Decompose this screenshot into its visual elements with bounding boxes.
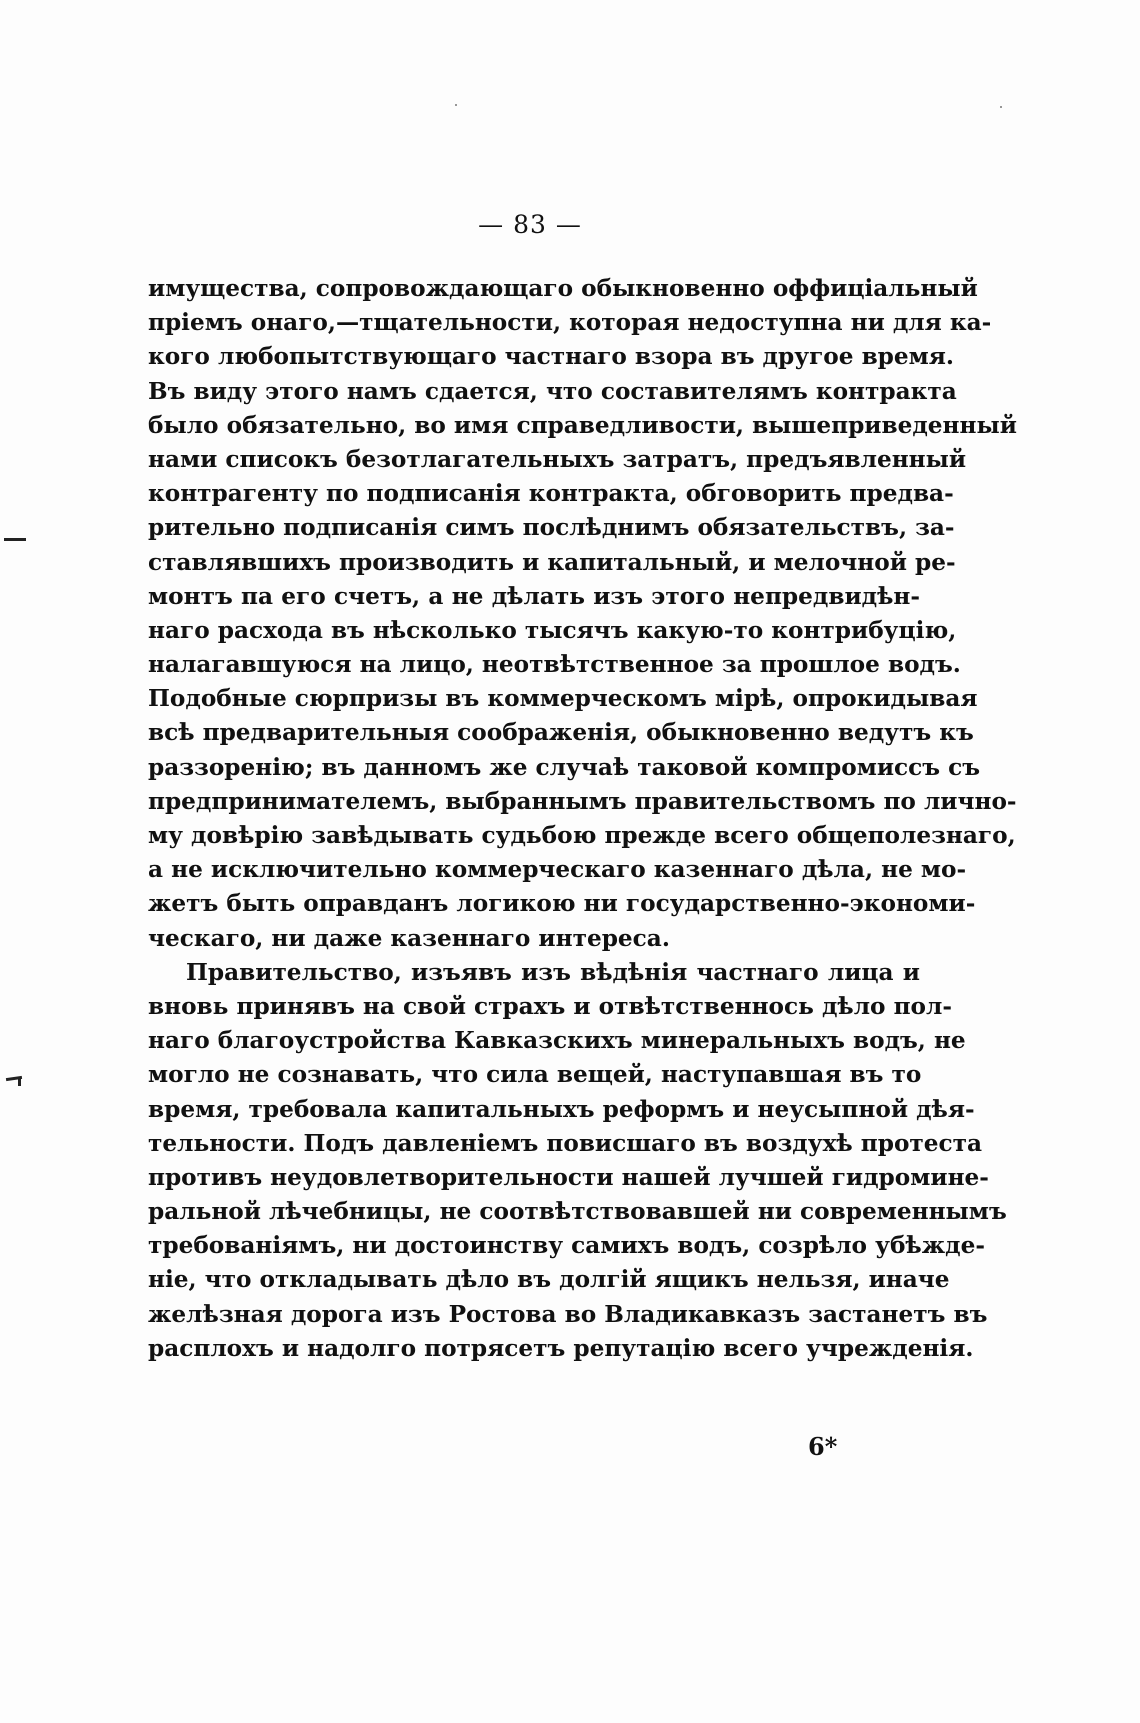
- text-line: му довѣрію завѣдывать судьбою прежде всего общеполезнаго,: [148, 822, 1016, 849]
- text-line: наго расхода въ нѣсколько тысячъ какую-то контрибуцію,: [148, 616, 957, 644]
- text-line: Правительство, изъявъ изъ вѣдѣнія частнаго лица и: [186, 958, 920, 986]
- margin-dash-mark: [4, 538, 26, 541]
- body-text: [148, 272, 1017, 1366]
- text-line: было обязательно, во имя справедливости, вышеприведенный: [148, 411, 1017, 439]
- text-line: расплохъ и надолго потрясетъ репутацію всего учрежденія.: [148, 1334, 974, 1362]
- text-line: время, требовала капитальныхъ реформъ и неусыпной дѣя-: [148, 1095, 975, 1123]
- text-line: требованіямъ, ни достоинству самихъ водъ, созрѣло убѣжде-: [148, 1232, 985, 1260]
- text-line: Подобные сюрпризы въ коммерческомъ мірѣ, опрокидывая: [148, 685, 978, 713]
- text-line: жетъ быть оправданъ логикою ни государственно-экономи-: [148, 890, 976, 918]
- text-line: а не исключительно коммерческаго казеннаго дѣла, не мо-: [148, 856, 967, 884]
- text-line: монтъ па его счетъ, а не дѣлать изъ этого непредвидѣн-: [148, 582, 920, 610]
- text-line: вновь принявъ на свой страхъ и отвѣтственнось дѣло пол-: [148, 992, 952, 1020]
- text-line: противъ неудовлетворительности нашей лучшей гидромине-: [148, 1163, 989, 1191]
- text-line: всѣ предварительныя соображенія, обыкновенно ведутъ къ: [148, 719, 974, 747]
- text-line: ральной лѣчебницы, не соотвѣтствовавшей ни современнымъ: [148, 1198, 1007, 1226]
- text-line: ческаго, ни даже казеннаго интереса.: [148, 924, 670, 952]
- text-line: ставлявшихъ производить и капитальный, и мелочной ре-: [148, 548, 956, 576]
- paragraph-2: [148, 956, 1007, 1366]
- text-line: пріемъ онаго,—тщательности, которая недоступна ни для ка-: [148, 309, 992, 337]
- scan-speck: [455, 104, 457, 106]
- text-line: кого любопытствующаго частнаго взора въ другое время.: [148, 343, 954, 371]
- text-line: имущества, сопровождающаго обыкновенно оффиціальный: [148, 275, 978, 302]
- text-line: налагавшуюся на лицо, неотвѣтственное за прошлое водъ.: [148, 651, 961, 679]
- text-line: предпринимателемъ, выбраннымъ правительствомъ по лично-: [148, 787, 1017, 815]
- text-line: нами списокъ безотлагательныхъ затратъ, предъявленный: [148, 445, 967, 473]
- scan-speck: [1000, 106, 1002, 108]
- margin-arrow-mark-tick: [18, 1078, 21, 1086]
- text-line: наго благоустройства Кавказскихъ минеральныхъ водъ, не: [148, 1027, 966, 1055]
- text-line: ніе, что откладывать дѣло въ долгій ящикъ нельзя, иначе: [148, 1266, 950, 1294]
- text-line: раззоренію; въ данномъ же случаѣ таковой компромиссъ съ: [148, 753, 981, 781]
- text-line: контрагенту по подписанія контракта, обговорить предва-: [148, 480, 954, 508]
- text-line: тельности. Подъ давленіемъ повисшаго въ воздухѣ протеста: [148, 1129, 983, 1157]
- page-number: — 83 —: [478, 210, 582, 239]
- signature-mark: 6*: [808, 1432, 838, 1461]
- text-line: рительно подписанія симъ послѣднимъ обязательствъ, за-: [148, 514, 955, 542]
- text-line: могло не сознавать, что сила вещей, наступавшая въ то: [148, 1061, 922, 1089]
- text-line: желѣзная дорога изъ Ростова во Владикавказъ застанетъ въ: [148, 1300, 988, 1328]
- text-line: Въ виду этого намъ сдается, что составителямъ контракта: [148, 377, 957, 405]
- paragraph-1: [148, 272, 1017, 956]
